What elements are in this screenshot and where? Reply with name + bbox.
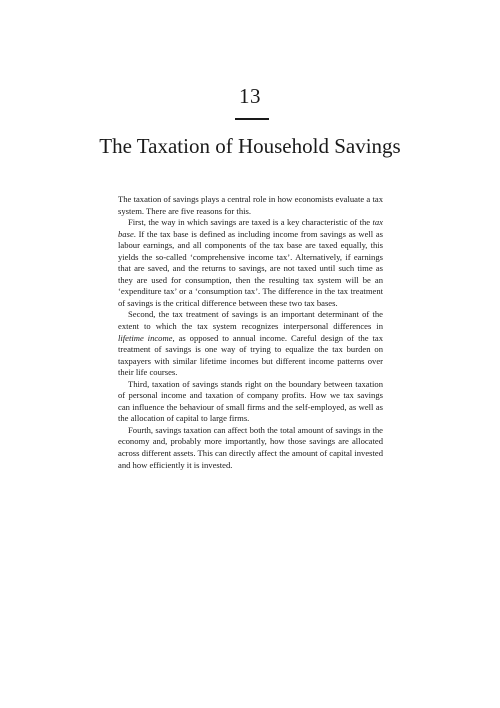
- chapter-title: The Taxation of Household Savings: [99, 134, 401, 158]
- paragraph-text: First, the way in which savings are taxed is a key characteristic of the: [128, 217, 373, 228]
- paragraph-fourth-reason: Fourth, savings taxation can affect both the total amount of savings in the economy and, probably more importantly, how those savings are allocated across different assets. This can directly affect the amount of capital invested and how efficiently it is invested.: [118, 424, 383, 470]
- chapter-body: [118, 194, 383, 471]
- paragraph-second-reason: [118, 309, 383, 378]
- emphasis-term: lifetime income: [118, 332, 173, 343]
- paragraph-text: , as opposed to annual income. Careful design of the tax treatment of savings is one way of trying to equalize the tax burden on taxpayers with similar lifetime incomes but different income patterns over their life courses.: [118, 332, 383, 378]
- emphasis-term: tax base: [118, 217, 383, 239]
- paragraph-intro: The taxation of savings plays a central role in how economists evaluate a tax system. There are five reasons for this.: [118, 194, 383, 216]
- paragraph-text: Second, the tax treatment of savings is an important determinant of the extent to which the tax system recognizes interpersonal differences in: [118, 309, 383, 332]
- paragraph-third-reason: Third, taxation of savings stands right on the boundary between taxation of personal income and taxation of company profits. How we tax savings can influence the behaviour of small firms and the self-employed, as well as the allocation of capital to large firms.: [118, 378, 383, 424]
- chapter-number: 13: [239, 84, 261, 108]
- paragraph-first-reason: [118, 217, 383, 309]
- paragraph-text: . If the tax base is defined as including income from savings as well as labour earnings, and all components of the tax base are taxed equally, this yields the so-called ‘comprehensive income tax’. Alternatively, if earnings that are saved, and the returns to savings, are not taxed until such time as they are used for consumption, then the resulting tax system will be an ‘expenditure tax’ or a ‘consumption tax’. The difference in the tax treatment of savings is the critical difference between these two tax bases.: [118, 228, 383, 308]
- chapter-rule-divider: [235, 118, 269, 120]
